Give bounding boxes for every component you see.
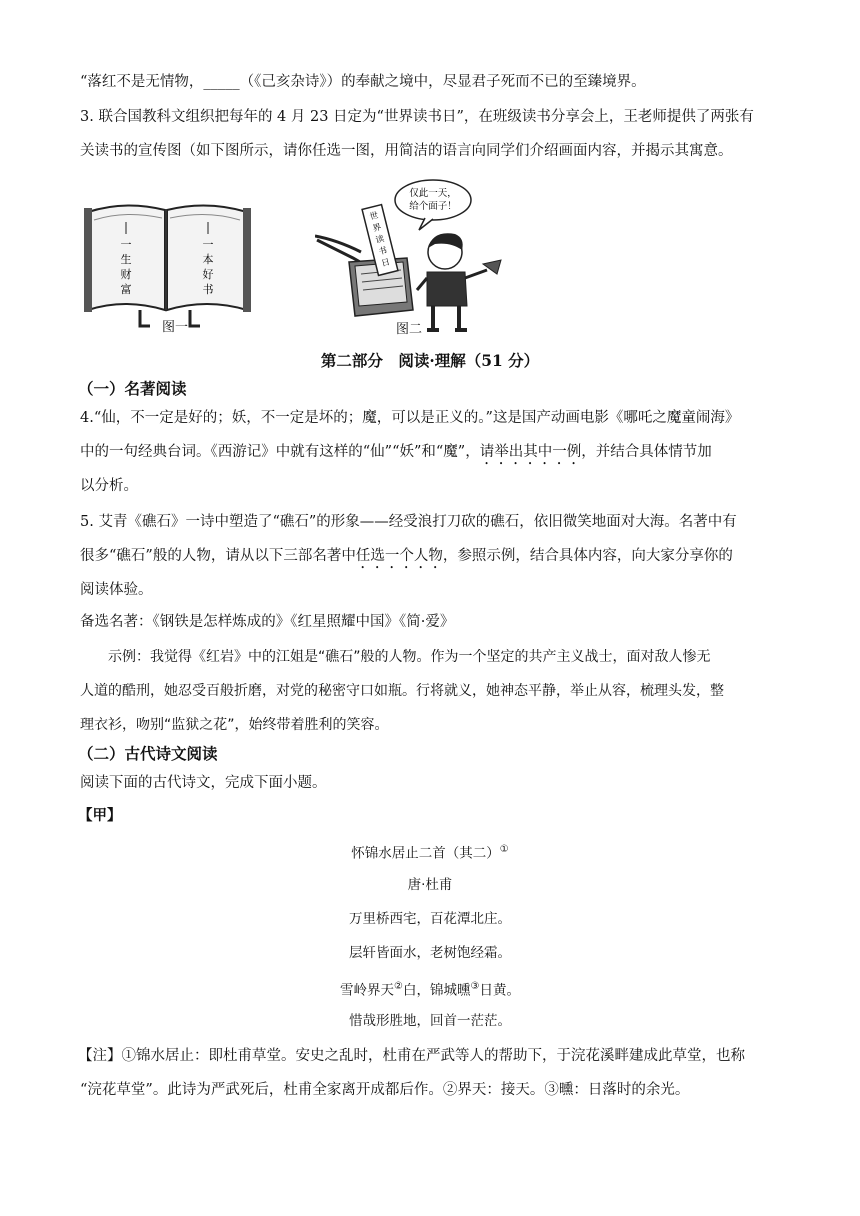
svg-text:仅此一天，: 仅此一天，	[409, 188, 457, 199]
section-2-heading: （二）古代诗文阅读	[78, 744, 218, 763]
figure-2-person-with-sign	[315, 178, 505, 340]
poem-line-1: 万里桥西宅，百花潭北庄。	[349, 911, 511, 927]
question-4-line-1: 4.“仙，不一定是好的；妖，不一定是坏的；魔，可以是正义的。”这是国产动画电影《哪吒之魔童闹海》	[80, 410, 740, 426]
question-5-line-2: 很多“礁石”般的人物，请从以下三部名著中任选一个人物，参照示例，结合具体内容，向大家分享你的	[80, 548, 733, 564]
poem-line-4: 惜哉形胜地，回首一茫茫。	[349, 1013, 511, 1029]
instruction-line: 阅读下面的古代诗文，完成下面小题。	[80, 775, 327, 791]
figure-1-left-text: 一生财富	[120, 238, 132, 296]
note-line-2: “浣花草堂”。此诗为严武死后，杜甫全家离开成都后作。②界天：接天。③曛：日落时的余光。	[80, 1082, 690, 1098]
note-line-1: 【注】①锦水居止：即杜甫草堂。安史之乱时，杜甫在严武等人的帮助下，于浣花溪畔建成此草堂，也称	[78, 1048, 745, 1064]
svg-text:给个面子！: 给个面子！	[409, 201, 457, 212]
emphasized-text: 任选一个人物	[355, 548, 443, 564]
example-line-3: 理衣衫，吻别“监狱之花”，始终带着胜利的笑容。	[80, 717, 389, 733]
question-5-line-3: 阅读体验。	[80, 582, 153, 598]
question-3-line-2: 关读书的宣传图（如下图所示，请你任选一图，用简洁的语言向同学们介绍画面内容，并揭示其寓意。	[80, 143, 733, 159]
example-line-1: 示例：我觉得《红岩》中的江姐是“礁石”般的人物。作为一个坚定的共产主义战士，面对敌人惨无	[108, 649, 711, 665]
figure-2-caption: 图二	[396, 322, 423, 337]
passage-jia-label: 【甲】	[78, 807, 122, 824]
example-line-2: 人道的酷刑，她忍受百般折磨，对党的秘密守口如瓶。行将就义，她神态平静，举止从容，梳理头发，整	[80, 683, 724, 699]
poem-line-3: 雪岭界天②白，锦城曛③日黄。	[340, 981, 520, 999]
section-1-heading: （一）名著阅读	[78, 379, 187, 398]
question-4-line-2: 中的一句经典台词。《西游记》中就有这样的“仙”“妖”和“魔”，请举出其中一例，并结合具体情节加	[80, 444, 712, 460]
question-4-line-3: 以分析。	[80, 478, 138, 494]
poem-line-2: 层轩皆面水，老树饱经霜。	[349, 945, 511, 961]
poem-title: 怀锦水居止二首（其二）①	[351, 844, 509, 862]
question-5-line-1: 5. 艾青《礁石》一诗中塑造了“礁石”的形象——经受浪打刀砍的礁石，依旧微笑地面对大海。名著中有	[80, 514, 737, 530]
candidate-books: 备选名著：《钢铁是怎样炼成的》《红星照耀中国》《简·爱》	[80, 614, 455, 630]
figure-1-caption: 图一	[162, 320, 189, 335]
poem-author: 唐·杜甫	[407, 877, 453, 893]
emphasized-text: 请举出其中一例	[479, 444, 582, 460]
part-2-heading: 第二部分 阅读·理解（51 分）	[320, 351, 540, 370]
svg-text:世界读书日: 世界读书日	[368, 210, 392, 270]
question-3-line-1: 3. 联合国教科文组织把每年的 4 月 23 日定为“世界读书日”，在班级读书分享会上，王老师提供了两张有	[80, 109, 754, 125]
text-line-1: “落红不是无情物，_____（《己亥杂诗》）的奉献之境中，尽显君子死而不已的至臻境界。	[80, 74, 646, 90]
figure-1-right-text: 一本好书	[202, 238, 214, 296]
